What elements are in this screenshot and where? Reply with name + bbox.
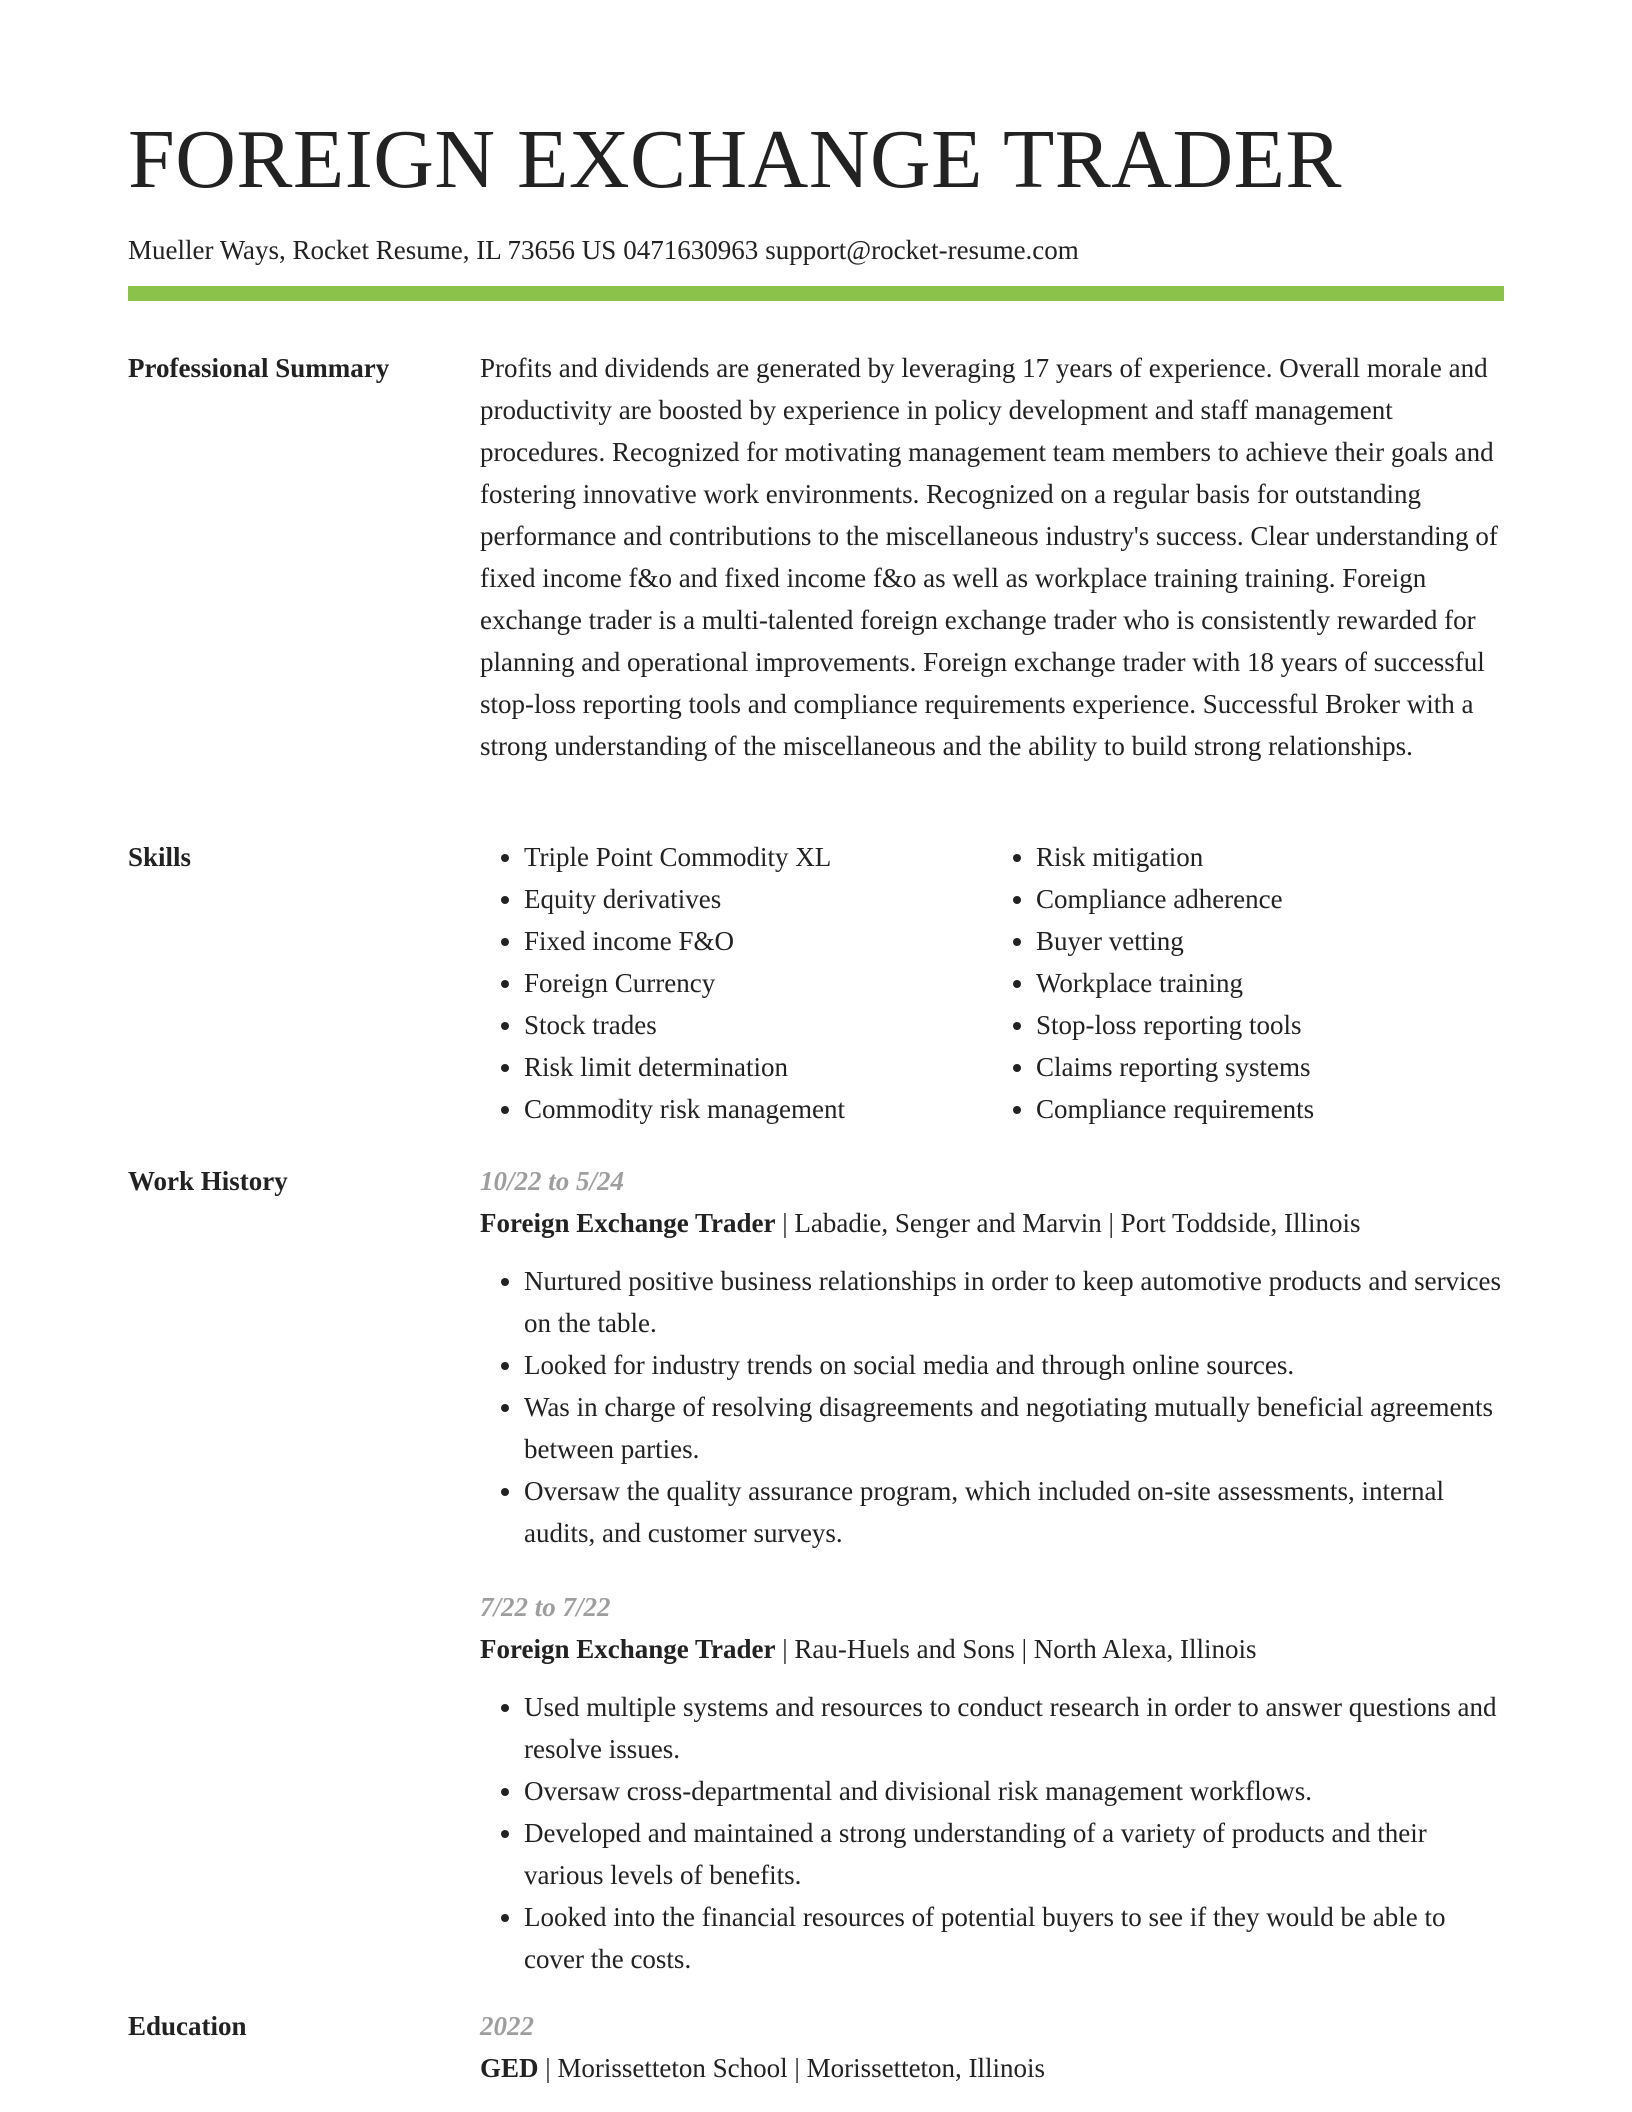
skill-item: • Risk mitigation bbox=[1036, 836, 1504, 878]
job-date: 10/22 to 5/24 bbox=[480, 1166, 625, 1196]
skill-item: • Commodity risk management bbox=[524, 1088, 992, 1130]
skill-item: • Fixed income F&O bbox=[524, 920, 992, 962]
job-bullet: • Looked into the financial resources of potential buyers to see if they would be able to cover the costs. bbox=[524, 1896, 1504, 1980]
contact-address: Mueller Ways, Rocket Resume, IL 73656 US bbox=[128, 235, 617, 265]
job-details: | Rau-Huels and Sons | North Alexa, Illinois bbox=[775, 1634, 1257, 1664]
header-divider bbox=[128, 286, 1504, 301]
education-heading bbox=[480, 2047, 1504, 2089]
skill-item: • Compliance requirements bbox=[1036, 1088, 1504, 1130]
skill-item: • Buyer vetting bbox=[1036, 920, 1504, 962]
job-entry bbox=[480, 1160, 1504, 1554]
summary-label: Professional Summary bbox=[128, 353, 390, 383]
education-body bbox=[480, 2005, 1504, 2089]
summary-text: Profits and dividends are generated by leveraging 17 years of experience. Overall morale and productivity are boosted by experience in policy development and staff management procedures. Recognized for motivating management team members to achieve their goals and fostering innovative work environments. Recognized on a regular basis for outstanding performance and contributions to the miscellaneous industry's success. Clear understanding of fixed income f&o and fixed income f&o as well as workplace training training. Foreign exchange trader is a multi-talented foreign exchange trader who is consistently rewarded for planning and operational improvements. Foreign exchange trader with 18 years of successful stop-loss reporting tools and compliance requirements experience. Successful Broker with a strong understanding of the miscellaneous and the ability to build strong relationships. bbox=[480, 353, 1498, 761]
skill-item: • Compliance adherence bbox=[1036, 878, 1504, 920]
work-history-label: Work History bbox=[128, 1166, 288, 1196]
job-bullet: • Looked for industry trends on social media and through online sources. bbox=[524, 1344, 1504, 1386]
job-bullet: • Was in charge of resolving disagreements and negotiating mutually beneficial agreements between parties. bbox=[524, 1386, 1504, 1470]
job-bullet: • Developed and maintained a strong understanding of a variety of products and their various levels of benefits. bbox=[524, 1812, 1504, 1896]
job-title: Foreign Exchange Trader bbox=[480, 1208, 776, 1238]
skills-label: Skills bbox=[128, 842, 192, 872]
skills-list-left bbox=[480, 836, 992, 1130]
skill-item: • Workplace training bbox=[1036, 962, 1504, 1004]
job-heading bbox=[480, 1202, 1504, 1244]
skill-item: • Claims reporting systems bbox=[1036, 1046, 1504, 1088]
job-heading bbox=[480, 1628, 1504, 1670]
skill-item: • Foreign Currency bbox=[524, 962, 992, 1004]
skill-item: • Equity derivatives bbox=[524, 878, 992, 920]
summary-body bbox=[480, 347, 1504, 767]
job-title: Foreign Exchange Trader bbox=[480, 1634, 776, 1664]
skill-item: • Triple Point Commodity XL bbox=[524, 836, 992, 878]
education-degree: GED bbox=[480, 2053, 539, 2083]
job-bullet: • Used multiple systems and resources to conduct research in order to answer questions and resolve issues. bbox=[524, 1686, 1504, 1770]
job-bullet: • Nurtured positive business relationships in order to keep automotive products and services on the table. bbox=[524, 1260, 1504, 1344]
job-date: 7/22 to 7/22 bbox=[480, 1592, 611, 1622]
contact-email: support@rocket-resume.com bbox=[765, 235, 1079, 265]
education-date: 2022 bbox=[480, 2011, 534, 2041]
education-details: | Morissetteton School | Morissetteton, Illinois bbox=[538, 2053, 1046, 2083]
work-history-body bbox=[480, 1160, 1504, 1980]
job-bullet: • Oversaw cross-departmental and divisional risk management workflows. bbox=[524, 1770, 1504, 1812]
job-entry bbox=[480, 1586, 1504, 1980]
contact-line bbox=[128, 232, 1079, 268]
skills-body bbox=[480, 836, 1504, 1130]
skill-item: • Risk limit determination bbox=[524, 1046, 992, 1088]
job-bullets bbox=[480, 1686, 1504, 1980]
skills-columns bbox=[480, 836, 1504, 1130]
contact-phone: 0471630963 bbox=[623, 235, 759, 265]
education-label: Education bbox=[128, 2011, 247, 2041]
resume-title: FOREIGN EXCHANGE TRADER bbox=[128, 113, 1342, 206]
job-bullets bbox=[480, 1260, 1504, 1554]
skill-item: • Stop-loss reporting tools bbox=[1036, 1004, 1504, 1046]
job-bullet: • Oversaw the quality assurance program, which included on-site assessments, internal audits, and customer surveys. bbox=[524, 1470, 1504, 1554]
skill-item: • Stock trades bbox=[524, 1004, 992, 1046]
job-details: | Labadie, Senger and Marvin | Port Toddside, Illinois bbox=[775, 1208, 1361, 1238]
skills-list-right bbox=[992, 836, 1504, 1130]
